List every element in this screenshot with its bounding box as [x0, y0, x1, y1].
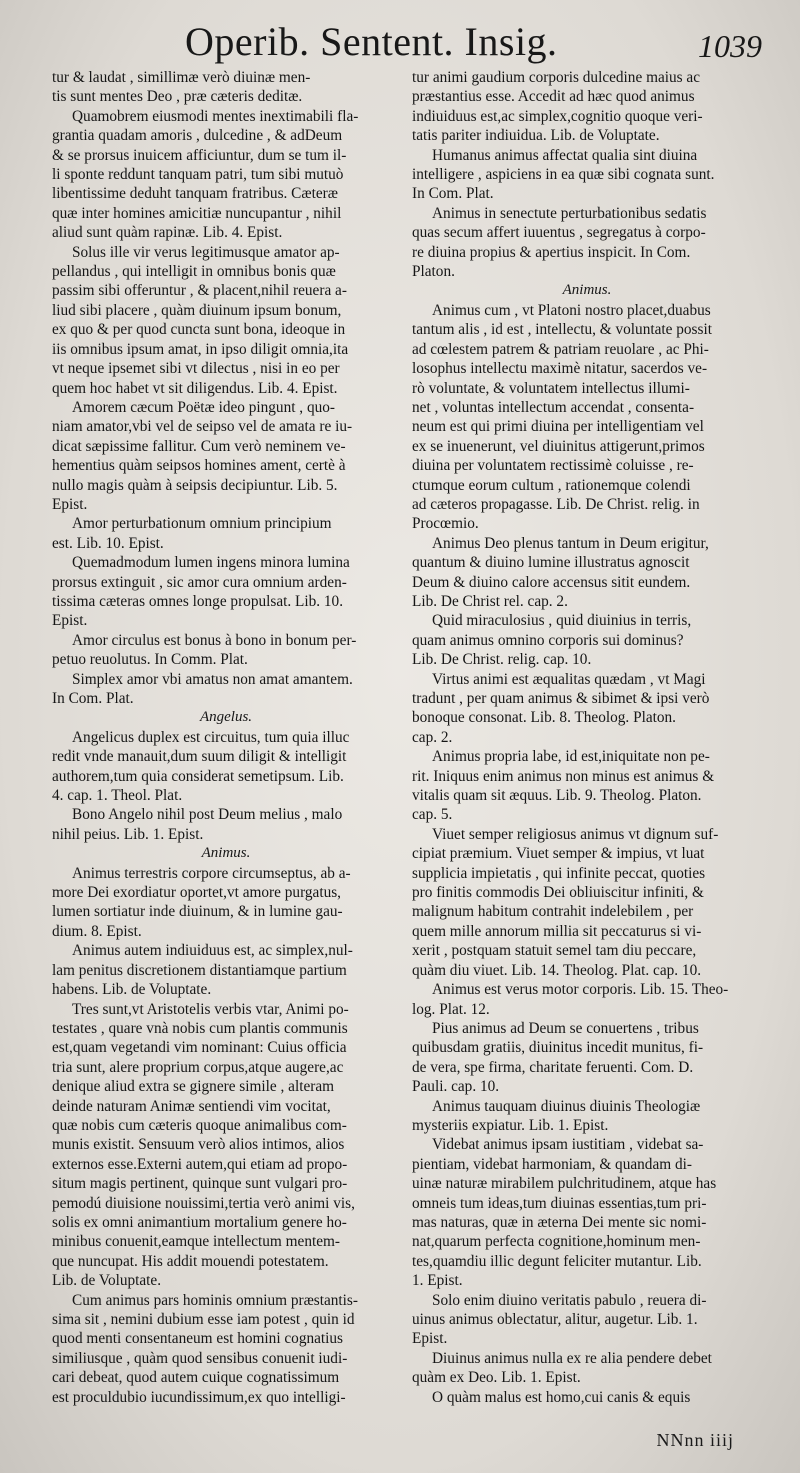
text-line: mas naturas, quæ in æterna Dei mente sic nomi-: [412, 1213, 707, 1231]
text-line: cap. 2.: [412, 728, 453, 746]
text-line: cari debeat, quod autem cuique cognatissimum: [52, 1369, 340, 1387]
text-line: munis existit. Sensuum verò alios intimos, alios: [52, 1136, 345, 1154]
text-line: Amor circulus est bonus à bono in bonum per-: [72, 631, 357, 649]
text-line: similiusque , quàm quod sensibus conuenit iudi-: [52, 1349, 348, 1367]
text-line: quem mille annorum millia sit peccaturus si vi-: [412, 922, 702, 940]
left-text-column: [52, 68, 400, 1407]
text-line: Animus cum , vt Platoni nostro placet,duabus: [432, 301, 711, 319]
text-line: ad cœlestem patrem & patriam reuolare , ac Phi-: [412, 340, 709, 358]
text-line: & se prorsus inuicem afficiuntur, dum se tum il-: [52, 146, 347, 164]
text-line: authorem,tum quia considerat semetipsum. Lib.: [52, 767, 344, 785]
text-line: pellandus , qui intelligit in omnibus bonis quæ: [52, 263, 336, 281]
text-line: Animus est verus motor corporis. Lib. 15. Theo-: [432, 981, 729, 999]
text-line: pientiam, videbat harmoniam, & quandam di-: [412, 1155, 692, 1173]
text-line: testates , quare vnà nobis cum plantis communis: [52, 1019, 348, 1037]
text-line: dicat sæpissime fallitur. Cum verò neminem ve-: [52, 437, 346, 455]
right-text-column: [412, 68, 762, 1407]
text-line: petuo reuolutus. In Comm. Plat.: [52, 651, 248, 669]
text-line: est,quam vegetandi vim nominant: Cuius officia: [52, 1039, 347, 1057]
text-line: indiuiduus est,ac simplex,cognitio quoque veri-: [412, 107, 703, 125]
text-line: vt neque ipsemet sibi vt dilectus , nisi in eo per: [52, 360, 340, 378]
text-line: In Com. Plat.: [412, 185, 494, 203]
text-line: Cum animus pars hominis omnium præstantis-: [72, 1291, 358, 1309]
text-line: Animus autem indiuiduus est, ac simplex,nul-: [72, 942, 353, 960]
text-line: Pius animus ad Deum se conuertens , tribus: [432, 1019, 699, 1037]
text-line: Animus propria labe, id est,iniquitate non pe-: [432, 748, 710, 766]
text-line: quantum & diuino lumine illustratus agnoscit: [412, 554, 690, 572]
text-line: uinus animus oblectatur, alitur, augetur. Lib. 1.: [412, 1311, 698, 1328]
text-line: ad cæteros propagasse. Lib. De Christ. relig. in: [412, 495, 700, 513]
text-line: Lib. de Voluptate.: [52, 1272, 162, 1290]
text-line: Tres sunt,vt Aristotelis verbis vtar, Animi po-: [72, 1000, 349, 1018]
text-line: tur animi gaudium corporis dulcedine maius ac: [412, 69, 701, 86]
text-line: externos esse.Externi autem,qui etiam ad propo-: [52, 1155, 348, 1173]
text-line: est proculdubio iucundissimum,ex quo intelligi-: [52, 1388, 346, 1406]
text-line: more Dei exordiatur oportet,vt amore purgatus,: [52, 884, 341, 902]
text-line: Viuet semper religiosus animus vt dignum suf-: [432, 825, 719, 843]
text-line: intelligere , aspiciens in ea quæ sibi cognata sunt.: [412, 166, 715, 184]
text-line: passim sibi offeruntur , & placent,nihil reuera a-: [52, 282, 347, 300]
text-line: iis omnibus ipsum amat, in ipso diligit omnia,ita: [52, 340, 349, 358]
text-line: Procœmio.: [412, 515, 479, 533]
text-line: Epist.: [52, 495, 88, 513]
text-line: li sponte reddunt tanquam patri, tum sibi mutuò: [52, 166, 344, 184]
text-line: deinde naturam Animæ sentiendi vim vocitat,: [52, 1097, 331, 1115]
text-line: Solo enim diuino veritatis pabulo , reuera di-: [432, 1291, 707, 1309]
text-line: pemodú diuisione nouissimi,tertia verò animi vis,: [52, 1194, 355, 1212]
text-line: tria sunt, alere proprium corpus,atque augere,ac: [52, 1058, 344, 1076]
text-line: xerit , postquam statuit semel tam diu peccare,: [412, 942, 697, 960]
text-line: mysteriis expiatur. Lib. 1. Epist.: [412, 1116, 609, 1134]
text-line: tur & laudat , simillimæ verò diuinæ men-: [52, 69, 311, 86]
text-line: Animus Deo plenus tantum in Deum erigitur,: [432, 534, 709, 552]
text-line: quàm diu viuet. Lib. 14. Theolog. Plat. cap. 10.: [412, 961, 702, 979]
text-line: est. Lib. 10. Epist.: [52, 534, 164, 552]
text-line: que nuncupat. His addit mouendi potestatem.: [52, 1252, 329, 1270]
text-line: neum est qui primi diuina per intelligentiam vel: [412, 418, 704, 436]
running-title: Operib. Sentent. Insig.: [185, 19, 558, 64]
text-line: quem hoc habet vt sit diligendus. Lib. 4. Epist.: [52, 379, 338, 397]
text-line: quod menti consentaneum est homini cognatius: [52, 1330, 344, 1348]
text-line: Angelicus duplex est circuitus, tum quia illuc: [72, 728, 350, 746]
text-line: tantum alis , id est , intellectu, & voluntate possit: [412, 321, 712, 339]
text-line: quæ nobis cum cæteris quoque animalibus com-: [52, 1116, 347, 1134]
text-line: 4. cap. 1. Theol. Plat.: [52, 787, 183, 805]
text-line: situm magis pertinent, quinque sunt vulgari pro-: [52, 1175, 348, 1193]
text-line: supplicia impietatis , qui infinite peccat, quoties: [412, 864, 706, 882]
text-line: quam animus omnino corporis sui dominus?: [412, 631, 684, 649]
text-line: Quemadmodum lumen ingens minora lumina: [72, 554, 350, 572]
text-line: Solus ille vir verus legitimusque amator ap-: [72, 243, 340, 261]
text-line: liud sibi placere , quàm diuinum ipsum bonum,: [52, 301, 342, 319]
text-line: quæ inter homines amicitiæ nuncupantur , nihil: [52, 204, 342, 222]
text-line: losophus intellectu maximè nitatur, sacerdos ve-: [412, 360, 708, 378]
text-line: Animus in senectute perturbationibus sedatis: [432, 204, 707, 222]
text-line: Pauli. cap. 10.: [412, 1078, 500, 1096]
text-line: solis ex omni animantium mortalium genere ho-: [52, 1213, 347, 1231]
page-number: 1039: [698, 28, 762, 64]
text-line: Bono Angelo nihil post Deum melius , malo: [72, 806, 343, 824]
text-line: Animus terrestris corpore circumseptus, ab a-: [72, 864, 351, 882]
text-line: nullo magis quàm à seipsis decipiuntur. Lib. 5.: [52, 476, 338, 494]
text-line: tissima cæteras omnes longe propulsat. Lib. 10.: [52, 592, 344, 610]
signature-mark: NNnn iiij: [656, 1430, 734, 1450]
text-line: prorsus extinguit , sic amor cura omnium arden-: [52, 573, 347, 591]
text-line: quibusdam gratiis, diuinitus incedit munitus, fi-: [412, 1039, 704, 1057]
text-line: rò voluntate, & voluntatem intellectus illumi-: [412, 379, 690, 397]
text-line: præstantius esse. Accedit ad hæc quod animus: [412, 88, 695, 106]
text-line: ctumque eorum cultum , rationemque colendi: [412, 476, 691, 494]
text-line: Amorem cæcum Poëtæ ideo pingunt , quo-: [72, 398, 335, 416]
text-line: net , voluntas intellectum accendat , consenta-: [412, 398, 695, 416]
text-line: O quàm malus est homo,cui canis & equis: [432, 1388, 691, 1406]
text-line: tes,quamdiu illic degunt feliciter mutantur. Lib.: [412, 1252, 702, 1270]
text-line: log. Plat. 12.: [412, 1000, 490, 1018]
text-line: Lib. De Christ rel. cap. 2.: [412, 592, 568, 610]
text-line: quàm ex Deo. Lib. 1. Epist.: [412, 1369, 581, 1387]
text-line: re diuina propius & apertius inspicit. In Com.: [412, 243, 691, 261]
text-line: rit. Iniquus enim animus non minus est animus &: [412, 767, 715, 785]
text-line: lam penitus discretionem distantiamque partium: [52, 961, 347, 979]
text-line: vitalis quam sit æquus. Lib. 9. Theolog. Platon.: [412, 787, 702, 805]
text-line: Quid miraculosius , quid diuinius in terris,: [432, 612, 692, 630]
text-line: Simplex amor vbi amatus non amat amantem.: [72, 670, 353, 688]
section-heading: Animus.: [562, 282, 612, 299]
text-line: ex quo & per quod cuncta sunt bona, ideoque in: [52, 321, 346, 339]
text-line: Diuinus animus nulla ex re alia pendere debet: [432, 1349, 712, 1367]
text-line: diuina per voluntatem rectissimè coluisse , re-: [412, 457, 694, 475]
text-line: habens. Lib. de Voluptate.: [52, 981, 212, 999]
text-line: sima sit , nemini dubium esse iam potest , quin id: [52, 1311, 355, 1328]
text-line: Videbat animus ipsam iustitiam , videbat sa-: [432, 1136, 704, 1154]
text-line: Lib. De Christ. relig. cap. 10.: [412, 651, 592, 669]
section-heading: Angelus.: [199, 709, 253, 726]
text-line: Amor perturbationum omnium principium: [72, 515, 332, 533]
text-line: quas secum affert iuuentus , segregatus à corpo-: [412, 224, 706, 242]
text-line: lumen sortiatur inde diuinum, & in lumine gau-: [52, 903, 343, 921]
text-line: pro finitis commodis Dei obliuiscitur infiniti, &: [412, 884, 704, 902]
text-line: In Com. Plat.: [52, 690, 134, 707]
text-line: Epist.: [412, 1330, 448, 1348]
text-line: redit vnde manauit,dum suum diligit & intelligit: [52, 748, 347, 766]
text-line: tradunt , per quam animus & sibimet & ipsi verò: [412, 690, 710, 707]
text-line: Epist.: [52, 612, 88, 630]
text-line: dium. 8. Epist.: [52, 922, 142, 940]
text-line: Animus tauquam diuinus diuinis Theologiæ: [432, 1097, 701, 1115]
text-line: ex se inuenerunt, vel diuinitus attigerunt,primos: [412, 437, 705, 455]
section-heading: Animus.: [201, 845, 251, 862]
text-line: nat,quarum perfecta cognitione,hominum men-: [412, 1233, 701, 1251]
text-line: omneis tum ideas,tum diuinas essentias,tum pri-: [412, 1194, 707, 1212]
text-line: tatis pariter indiuidua. Lib. de Voluptate.: [412, 127, 660, 145]
text-line: Platon.: [412, 263, 455, 281]
text-line: cap. 5.: [412, 806, 453, 824]
text-line: cipiat præmium. Viuet semper & impius, vt luat: [412, 845, 705, 863]
text-line: de vera, spe firma, charitate feruenti. Com. D.: [412, 1058, 694, 1076]
text-line: minibus conuenit,eamque intellectum mentem-: [52, 1233, 341, 1251]
text-line: nihil peius. Lib. 1. Epist.: [52, 825, 204, 843]
text-line: bonoque consonat. Lib. 8. Theolog. Platon.: [412, 709, 676, 727]
text-line: 1. Epist.: [412, 1272, 463, 1290]
text-line: denique aliud extra se gignere simile , alteram: [52, 1078, 335, 1096]
text-line: malignum habitum contrahit indelebilem , per: [412, 903, 694, 921]
text-line: Deum & diuino calore accensus sitit eundem.: [412, 573, 691, 591]
text-line: grantia quadam amoris , dulcedine , & adDeum: [52, 127, 343, 145]
text-line: aliud sunt quàm rapinæ. Lib. 4. Epist.: [52, 224, 283, 242]
page-header: [0, 14, 800, 76]
text-line: uinæ naturæ mirabilem pulchritudinem, atque has: [412, 1175, 717, 1193]
text-line: Humanus animus affectat qualia sint diuina: [432, 146, 698, 164]
text-line: tis sunt mentes Deo , præ cæteris deditæ.: [52, 88, 303, 106]
text-line: libentissime deduht tanquam fratribus. Cæteræ: [52, 185, 338, 203]
text-line: niam amator,vbi vel de seipso vel de amata re iu-: [52, 418, 353, 436]
text-line: hementius quàm seipsos homines ament, certè à: [52, 457, 346, 475]
text-line: Virtus animi est æqualitas quædam , vt Magi: [432, 670, 706, 688]
text-line: Quamobrem eiusmodi mentes inextimabili fla-: [72, 107, 359, 125]
